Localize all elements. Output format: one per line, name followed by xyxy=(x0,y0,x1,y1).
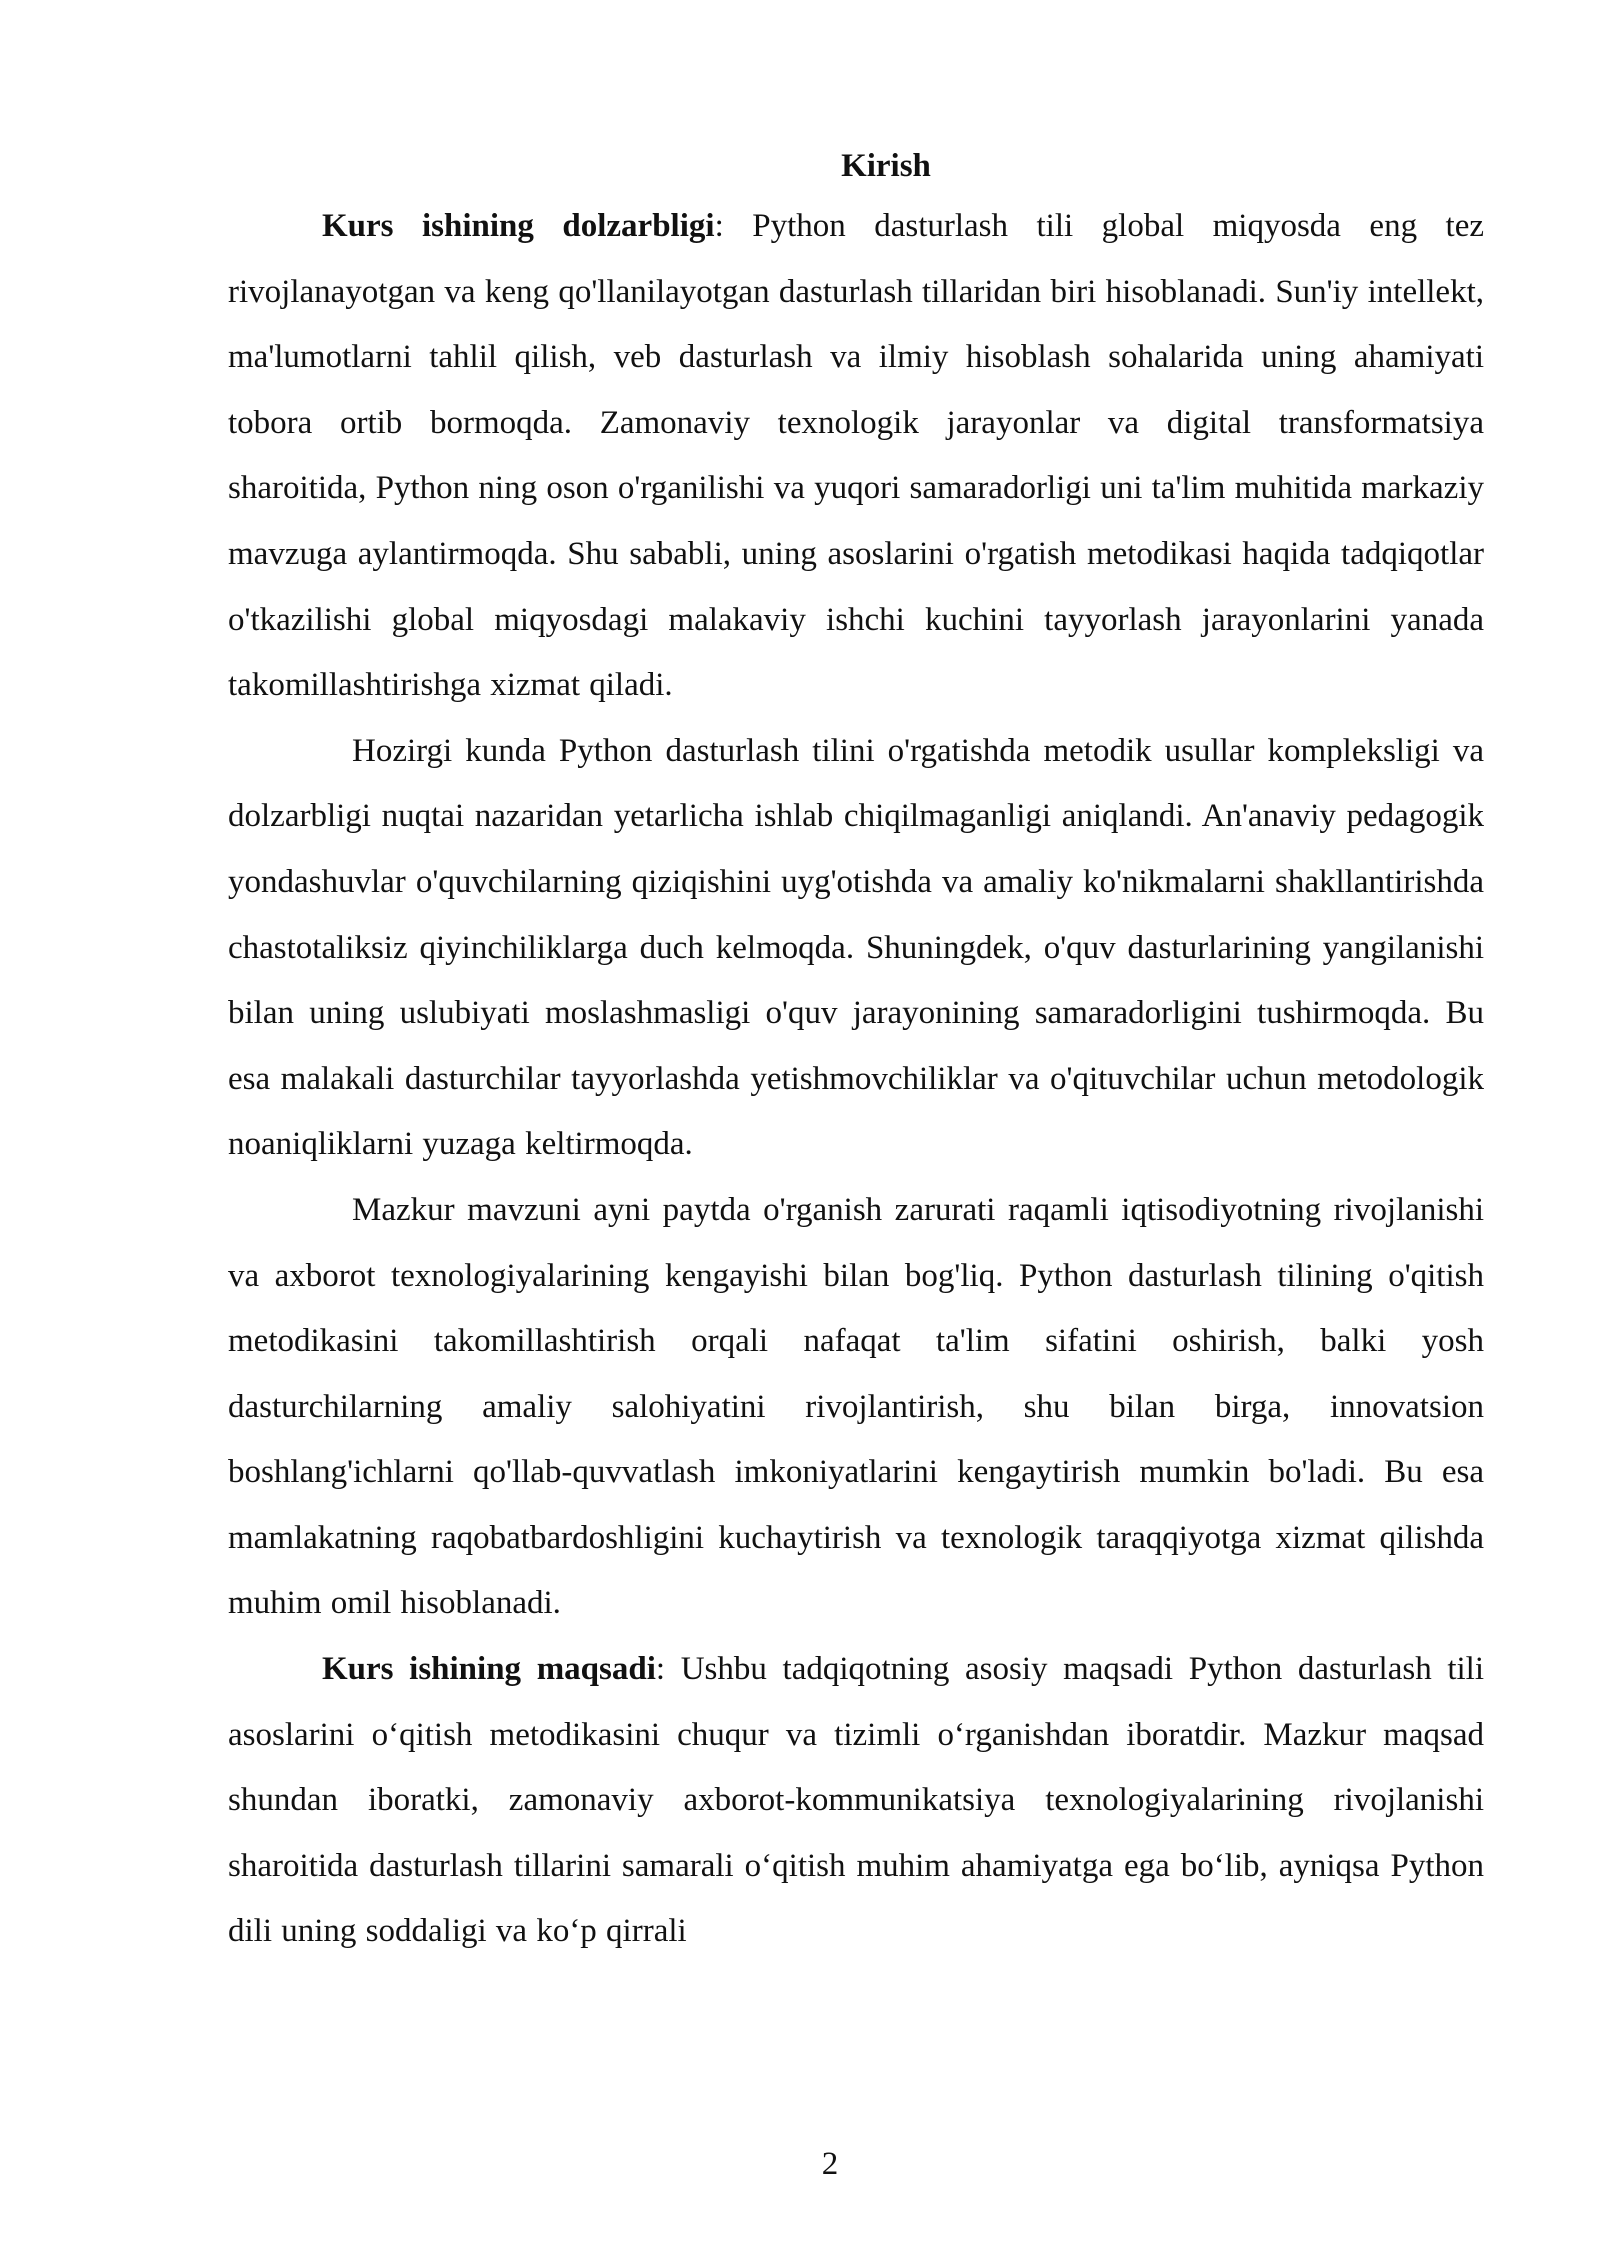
section-title: Kirish xyxy=(841,148,931,184)
paragraph-necessity xyxy=(228,1178,1484,1637)
relevance-colon: : xyxy=(714,208,724,244)
necessity-text: Mazkur mavzuni ayni paytda o'rganish zarurati raqamli iqtisodiyotning rivojlanishi va axborot texnologiyalarining kengayishi bilan bog'liq. Python dasturlash tilining o'qitish metodikasini takomillashtirish orqali nafaqat ta'lim sifatini oshirish, balki yosh dasturchilarning amaliy salohiyatini rivojlantirish, shu bilan birga, innovatsion boshlang'ichlarni qo'llab-quvvatlash imkoniyatlarini kengaytirish mumkin bo'ladi. Bu esa mamlakatning raqobatbardoshligini kuchaytirish va texnologik taraqqiyotga xizmat qilishda muhim omil hisoblanadi. xyxy=(228,1191,1484,1622)
current-state-text: Hozirgi kunda Python dasturlash tilini o'rgatishda metodik usullar kompleksligi va dolzarbligi nuqtai nazaridan yetarlicha ishlab chiqilmaganligi aniqlandi. An'anaviy pedagogik yondashuvlar o'quvchilarning qiziqishini uyg'otishda va amaliy ko'nikmalarni shakllantirishda chastotaliksiz qiyinchiliklarga duch kelmoqda. Shuningdek, o'quv dasturlarining yangilanishi bilan uning uslubiyati moslashmasligi o'quv jarayonining samaradorligini tushirmoqda. Bu esa malakali dasturchilar tayyorlashda yetishmovchiliklar va o'qituvchilar uchun metodologik noaniqliklarni yuzaga keltirmoqda. xyxy=(228,732,1484,1163)
document-page xyxy=(228,138,1484,1965)
goal-colon: : xyxy=(655,1651,666,1688)
relevance-text: Python dasturlash tili global miqyosda eng tez rivojlanayotgan va keng qo'llanilayotgan dasturlash tillaridan biri hisoblanadi. Sun'iy intellekt, ma'lumotlarni tahlil qilish, veb dasturlash va ilmiy hisoblash sohalarida uning ahamiyati tobora ortib bormoqda. Zamonaviy texnologik jarayonlar va digital transformatsiya sharoitida, Python ning oson o'rganilishi va yuqori samaradorligi uni ta'lim muhitida markaziy mavzuga aylantirmoqda. Shu sababli, uning asoslarini o'rgatish metodikasi haqida tadqiqotlar o'tkazilishi global miqyosdagi malakaviy ishchi kuchini tayyorlash jarayonlarini yanada takomillashtirishga xizmat qiladi. xyxy=(228,208,1485,704)
paragraph-goal xyxy=(228,1637,1484,1965)
paragraph-relevance xyxy=(228,194,1484,719)
paragraph-current-state xyxy=(228,719,1484,1178)
page-number: 2 xyxy=(821,2146,839,2182)
relevance-heading: Kurs ishining dolzarbligi xyxy=(322,208,715,244)
goal-heading: Kurs ishining maqsadi xyxy=(322,1651,656,1688)
goal-text: Ushbu tadqiqotning asosiy maqsadi Python dasturlash tili asoslarini oʻqitish metodikasini chuqur va tizimli oʻrganishdan iboratdir. Mazkur maqsad shundan iboratki, zamonaviy axborot-kommunikatsiya texnologiyalarining rivojlanishi sharoitida dasturlash tillarini samarali oʻqitish muhim ahamiyatga ega boʻlib, ayniqsa Python dili uning soddaligi va koʻp qirrali xyxy=(228,1651,1485,1950)
